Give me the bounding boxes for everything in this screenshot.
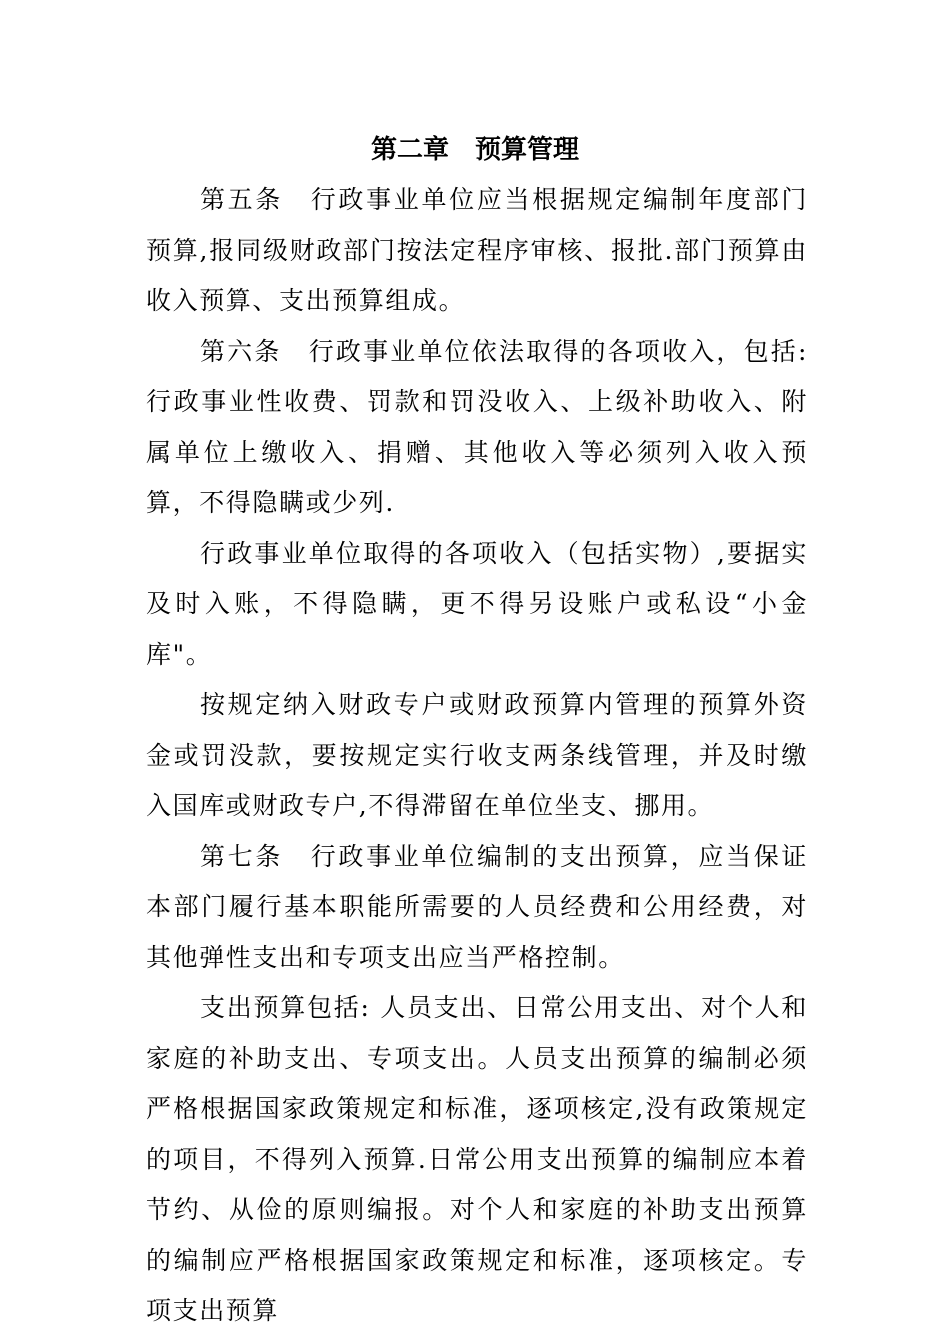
- paragraph-article-5: 第五条 行政事业单位应当根据规定编制年度部门预算,报同级财政部门按法定程序审核、报批.部门预算由收入预算、支出预算组成。: [146, 185, 808, 315]
- paragraph-article-6: 第六条 行政事业单位依法取得的各项收入，包括:行政事业性收费、罚款和罚没收入、上级补助收入、附属单位上缴收入、捐赠、其他收入等必须列入收入预算，不得隐瞒或少列.: [146, 336, 808, 517]
- paragraph-income-recording: 行政事业单位取得的各项收入（包括实物）,要据实及时入账，不得隐瞒，更不得另设账户或私设“小金库"。: [146, 538, 808, 669]
- paragraph-expenditure-budget: 支出预算包括: 人员支出、日常公用支出、对个人和家庭的补助支出、专项支出。人员支出预算的编制必须严格根据国家政策规定和标准，逐项核定,没有政策规定的项目，不得列入预算.日常公用支出预算的编制应本着节约、从俭的原则编报。对个人和家庭的补助支出预算的编制应严格根据国家政策规定和标准，逐项核定。专项支出预算: [146, 993, 808, 1325]
- paragraph-article-7: 第七条 行政事业单位编制的支出预算，应当保证本部门履行基本职能所需要的人员经费和公用经费，对其他弹性支出和专项支出应当严格控制。: [146, 841, 808, 972]
- paragraph-extra-budget-funds: 按规定纳入财政专户或财政预算内管理的预算外资金或罚没款，要按规定实行收支两条线管理，并及时缴入国库或财政专户,不得滞留在单位坐支、挪用。: [146, 690, 808, 820]
- chapter-title: 第二章 预算管理: [370, 135, 579, 165]
- document-body: [146, 175, 808, 1337]
